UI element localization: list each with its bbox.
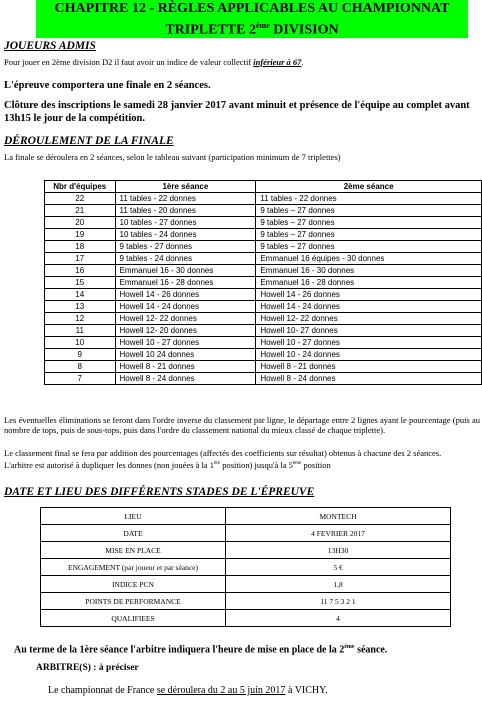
cell-seance2: Howell 14 - 26 donnes bbox=[256, 289, 482, 301]
finale-line: L'épreuve comportera une finale en 2 séances. bbox=[4, 80, 211, 91]
duplication-paragraph: L'arbitre est autorisé à dupliquer les donnes (non jouées à la 1ère position) jusqu'à la 5ème position bbox=[4, 459, 331, 470]
detail-label: ENGAGEMENT (par joueur et par séance) bbox=[41, 559, 226, 576]
cell-seance1: 9 tables - 27 donnes bbox=[115, 241, 256, 253]
cell-seance1: Howell 14 - 24 donnes bbox=[115, 301, 256, 313]
cell-seance1: Howell 8 - 24 donnes bbox=[115, 373, 256, 385]
table-row bbox=[45, 193, 482, 205]
table-row bbox=[45, 289, 482, 301]
detail-value: 5 € bbox=[226, 559, 451, 576]
cell-seance2: 9 tables – 27 donnes bbox=[256, 241, 482, 253]
header-seance2: 2ème séance bbox=[256, 181, 482, 193]
detail-value: MONTECH bbox=[226, 508, 451, 525]
cell-seance2: 9 tables – 27 donnes bbox=[256, 229, 482, 241]
cell-nbr: 12 bbox=[45, 313, 116, 325]
cell-nbr: 14 bbox=[45, 289, 116, 301]
deroulement-heading: DÉROULEMENT DE LA FINALE bbox=[4, 135, 174, 147]
cell-seance1: Howell 14 - 26 donnes bbox=[115, 289, 256, 301]
table-row bbox=[45, 301, 482, 313]
table-row bbox=[45, 349, 482, 361]
cell-seance1: Emmanuel 16 - 28 donnes bbox=[115, 277, 256, 289]
cell-nbr: 10 bbox=[45, 337, 116, 349]
cell-seance2: Howell 8 - 24 donnes bbox=[256, 373, 482, 385]
table-row bbox=[45, 241, 482, 253]
cell-seance1: Howell 10 - 27 donnes bbox=[115, 337, 256, 349]
table-row bbox=[45, 313, 482, 325]
table-row bbox=[45, 217, 482, 229]
cell-nbr: 16 bbox=[45, 265, 116, 277]
cell-nbr: 13 bbox=[45, 301, 116, 313]
cell-seance1: Howell 10 24 donnes bbox=[115, 349, 256, 361]
table-header-row bbox=[45, 181, 482, 193]
cell-nbr: 15 bbox=[45, 277, 116, 289]
cell-seance2: Howell 12- 22 donnes bbox=[256, 313, 482, 325]
cell-seance2: Howell 10- 27 donnes bbox=[256, 325, 482, 337]
cell-seance1: Emmanuel 16 - 30 donnes bbox=[115, 265, 256, 277]
table-row bbox=[45, 373, 482, 385]
table-row bbox=[41, 508, 451, 525]
cell-seance2: Howell 8 - 21 donnes bbox=[256, 361, 482, 373]
details-table bbox=[40, 507, 451, 627]
cell-nbr: 22 bbox=[45, 193, 116, 205]
cell-nbr: 17 bbox=[45, 253, 116, 265]
deroulement-intro: La finale se déroulera en 2 séances, selon le tableau suivant (participation minimum de 7 triplettes) bbox=[4, 152, 341, 162]
chapter-title-line1: CHAPITRE 12 - RÈGLES APPLICABLES AU CHAMPIONNAT bbox=[54, 1, 450, 16]
cell-seance1: Howell 12- 20 donnes bbox=[115, 325, 256, 337]
joueurs-text: Pour jouer en 2ème division D2 il faut avoir un indice de valeur collectif inférieur à 67. bbox=[4, 57, 304, 67]
classement-paragraph: Le classement final se fera par addition des pourcentages (affectés des coefficients sur résultat) obtenus à chacune des 2 séances. bbox=[4, 448, 442, 458]
cell-seance1: 10 tables - 27 donnes bbox=[115, 217, 256, 229]
table-row bbox=[41, 559, 451, 576]
table-row bbox=[45, 361, 482, 373]
cell-seance1: 9 tables - 24 donnes bbox=[115, 253, 256, 265]
cell-nbr: 9 bbox=[45, 349, 116, 361]
cell-nbr: 8 bbox=[45, 361, 116, 373]
table-row bbox=[45, 337, 482, 349]
dates-heading: DATE ET LIEU DES DIFFÉRENTS STADES DE L'ÉPREUVE bbox=[4, 486, 315, 498]
joueurs-heading: JOUEURS ADMIS bbox=[4, 40, 96, 52]
cell-seance2: Emmanuel 16 équipes - 30 donnes bbox=[256, 253, 482, 265]
france-line: Le championnat de France se déroulera du 2 au 5 juin 2017 à VICHY. bbox=[48, 685, 328, 696]
table-row bbox=[45, 325, 482, 337]
detail-label: POINTS DE PERFORMANCE bbox=[41, 593, 226, 610]
table-row bbox=[45, 205, 482, 217]
cell-seance2: 11 tables - 22 donnes bbox=[256, 193, 482, 205]
cell-seance2: Howell 14 - 24 donnes bbox=[256, 301, 482, 313]
detail-value: 13H30 bbox=[226, 542, 451, 559]
detail-value: 1,8 bbox=[226, 576, 451, 593]
table-row bbox=[41, 610, 451, 627]
arbitre-line: ARBITRE(S) : à préciser bbox=[36, 663, 139, 673]
cell-seance2: Howell 10 - 27 donnes bbox=[256, 337, 482, 349]
cell-seance1: Howell 12- 22 donnes bbox=[115, 313, 256, 325]
detail-value: 4 bbox=[226, 610, 451, 627]
detail-label: QUALIFIEES bbox=[41, 610, 226, 627]
table-row bbox=[41, 542, 451, 559]
table-row bbox=[45, 265, 482, 277]
cell-seance2: Howell 10 - 24 donnes bbox=[256, 349, 482, 361]
table-row bbox=[41, 525, 451, 542]
detail-label: DATE bbox=[41, 525, 226, 542]
cell-seance1: Howell 8 - 21 donnes bbox=[115, 361, 256, 373]
cell-seance1: 11 tables - 20 donnes bbox=[115, 205, 256, 217]
cell-nbr: 18 bbox=[45, 241, 116, 253]
table-row bbox=[41, 593, 451, 610]
cell-nbr: 20 bbox=[45, 217, 116, 229]
cell-seance2: 9 tables – 27 donnes bbox=[256, 217, 482, 229]
detail-label: LIEU bbox=[41, 508, 226, 525]
cloture-text: Clôture des inscriptions le samedi 28 janvier 2017 avant minuit et présence de l'équipe au complet avant 13h15 le jour de la compétition. bbox=[4, 100, 470, 124]
detail-value: 11 7 5 3 2 1 bbox=[226, 593, 451, 610]
cell-seance2: 9 tables – 27 donnes bbox=[256, 205, 482, 217]
cell-nbr: 11 bbox=[45, 325, 116, 337]
cell-nbr: 21 bbox=[45, 205, 116, 217]
cell-seance1: 10 tables - 24 donnes bbox=[115, 229, 256, 241]
seances-table bbox=[44, 180, 482, 385]
header-nbr: Nbr d'équipes bbox=[45, 181, 116, 193]
table-row bbox=[45, 253, 482, 265]
cell-seance2: Emmanuel 16 - 30 donnes bbox=[256, 265, 482, 277]
eliminations-paragraph: Les éventuelles éliminations se feront dans l'ordre inverse du classement par ligne, le départage entre 2 lignes ayant le pourcentage (puis au nombre de tops, puis de sous-tops, puis dans l'ordre du classement national du mieux classé de chaque triplette). bbox=[4, 415, 480, 435]
cell-seance1: 11 tables - 22 donnes bbox=[115, 193, 256, 205]
detail-label: MISE EN PLACE bbox=[41, 542, 226, 559]
detail-value: 4 FEVRIER 2017 bbox=[226, 525, 451, 542]
cell-nbr: 19 bbox=[45, 229, 116, 241]
table-row bbox=[45, 229, 482, 241]
detail-label: INDICE PCN bbox=[41, 576, 226, 593]
cell-nbr: 7 bbox=[45, 373, 116, 385]
header-seance1: 1ère séance bbox=[115, 181, 256, 193]
table-row bbox=[41, 576, 451, 593]
terme-text: Au terme de la 1ère séance l'arbitre indiquera l'heure de mise en place de la 2ème séance. bbox=[14, 644, 388, 656]
chapter-title bbox=[36, 0, 468, 38]
chapter-title-line2: TRIPLETTE 2ème DIVISION bbox=[165, 21, 339, 38]
table-row bbox=[45, 277, 482, 289]
cell-seance2: Emmanuel 16 - 28 donnes bbox=[256, 277, 482, 289]
